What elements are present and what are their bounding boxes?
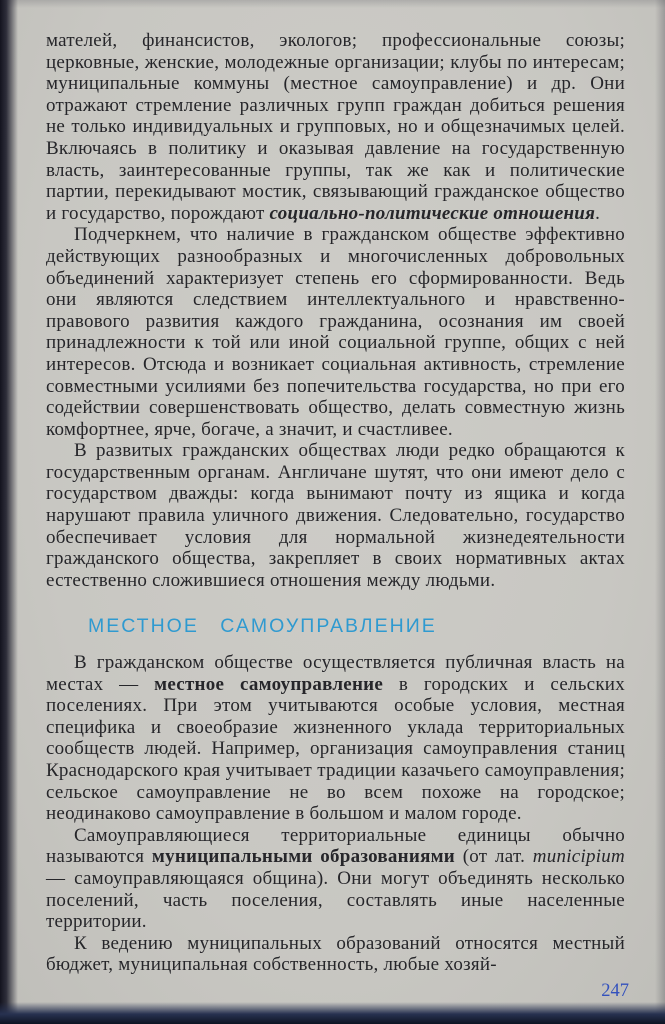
scan-shadow-bottom [0, 1002, 665, 1024]
paragraph-developed-societies: В развитых гражданских обществах люди редко обращаются к государственным органам. Англичане шутят, что они имеют дело с государством дважды: когда вынимают почту из ящика и когда нарушают правила уличного движения. Следовательно, государство обеспечивает условия для нормальной жизнедеятельности гражданского общества, закрепляет в своих нормативных актах естественно сложившиеся отношения между людьми. [46, 440, 625, 591]
paragraph-local-self-government: В гражданском обществе осуществляется публичная власть на местах — местное самоуправление в городских и сельских поселениях. При этом учитываются особые условия, местная специфика и своеобразие жизненного уклада территориальных сообществ людей. Например, организация самоуправления станиц Краснодарского края учитывает традиции казачьего самоуправления; сельское самоуправление не во всем похоже на городское; неодинаково самоуправление в большом и малом городе. [46, 652, 625, 825]
paragraph-interest-groups: мателей, финансистов, экологов; профессиональные союзы; церковные, женские, молодежные организации; клубы по интересам; муниципальные коммуны (местное самоуправление) и др. Они отражают стремление различных групп граждан добиться решения не только индивидуальных и групповых, но и общезначимых целей. Включаясь в политику и оказывая давление на государственную власть, заинтересованные группы, так же как и политические партии, перекидывают мостик, связывающий гражданское общество и государство, порождают социально-политические отношения. [46, 30, 625, 224]
paragraph-voluntary-associations: Подчеркнем, что наличие в гражданском обществе эффективно действующих разнообразных и многочисленных добровольных объединений характеризует степень его сформированности. Ведь они являются следствием интеллектуального и нравственно-правового развития каждого гражданина, осознания им своей принадлежности к той или иной социальной группе, общих с ней интересов. Отсюда и возникает социальная активность, стремление совместными усилиями без попечительства государства, но при его содействии совершенствовать общество, делать совместную жизнь комфортнее, ярче, богаче, а значит, и счастливее. [46, 224, 625, 440]
section-heading: МЕСТНОЕ САМОУПРАВЛЕНИЕ [88, 615, 437, 638]
paragraph-municipal-entities: Самоуправляющиеся территориальные единицы обычно называются муниципальными образованиями (от лат. municipium — самоуправляющаяся община). Они могут объединять несколько поселений, часть поселения, составлять иные населенные территории. [46, 824, 625, 933]
page-number: 247 [601, 981, 629, 1001]
paragraph-municipal-budget: К ведению муниципальных образований относятся местный бюджет, муниципальная собственность, любые хозяй- [46, 932, 625, 976]
